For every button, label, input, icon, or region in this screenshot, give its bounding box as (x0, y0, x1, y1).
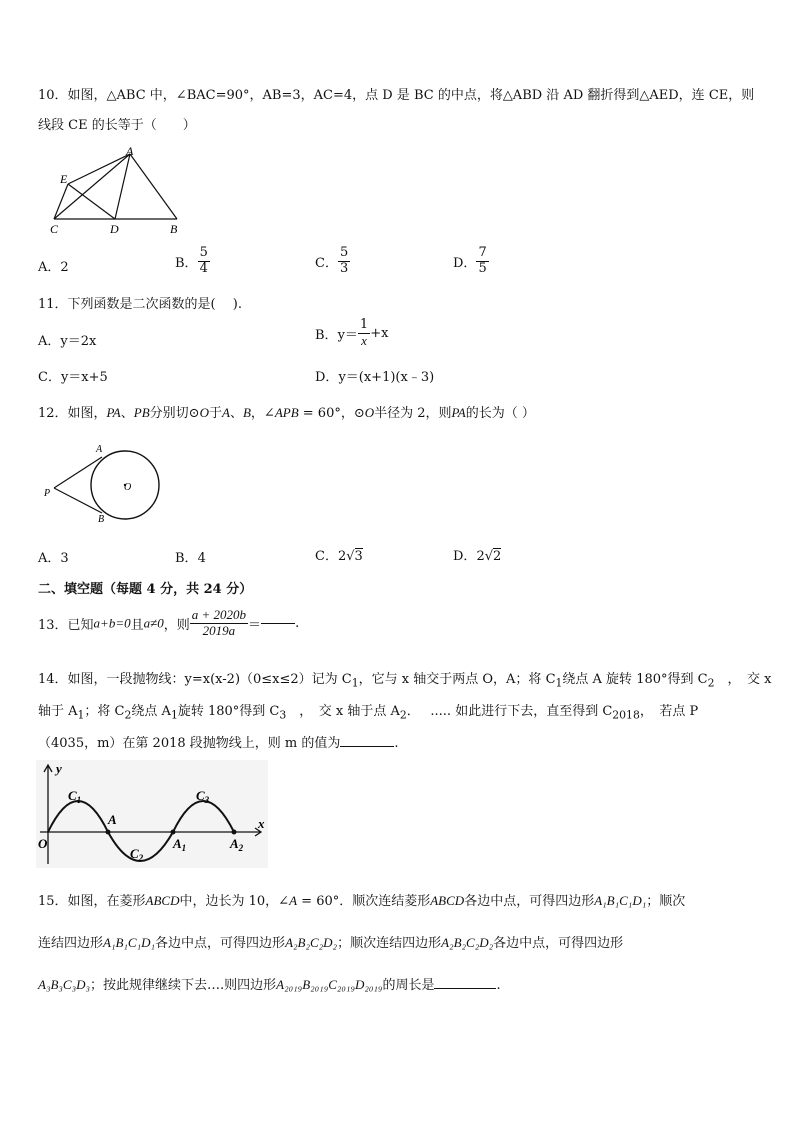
fraction: $\frac{5}{4}$ (199, 245, 208, 276)
answer-blank[interactable] (434, 988, 496, 989)
q10-triangle-figure (42, 144, 192, 239)
q14-label-a1: $A_1$ (173, 836, 187, 853)
q11-line: 11．下列函数是二次函数的是( ). (38, 297, 242, 312)
q10-option-d[interactable]: D． $\frac{7}{5}$ (453, 245, 487, 276)
q10-label-b: B (170, 222, 178, 236)
fraction: $\frac{1}{x}$ (359, 317, 369, 348)
q12-label-b: B (98, 514, 105, 525)
q11-option-b[interactable]: B．y＝ $\frac{1}{x}$ +x (315, 317, 389, 348)
answer-blank[interactable] (340, 746, 394, 747)
q14-label-o: O (38, 836, 48, 851)
q10-label-d: D (110, 222, 119, 236)
q12-label-a: A (96, 444, 103, 455)
q15-line1: 15．如图，在菱形ABCD中，边长为 10，∠A = 60°．顺次连结菱形ABCD各边中点，可得四边形A₁B₁C₁D₁；顺次 (38, 893, 686, 909)
q10-line1: 10．如图，△ABC 中，∠BAC=90°，AB=3，AC=4，点 D 是 BC 的中点，将△ABD 沿 AD 翻折得到△AED，连 CE，则 (38, 88, 755, 103)
q14-label-y: y (56, 761, 62, 776)
q10-label-e: E (60, 172, 68, 186)
q11-option-c[interactable]: C．y＝x+5 (38, 370, 108, 385)
q11-option-d[interactable]: D．y＝(x+1)(x﹣3) (315, 370, 435, 385)
q12-label-p: P (44, 488, 51, 499)
sqrt-icon: √ (346, 549, 355, 564)
q14-label-x: x (258, 816, 265, 831)
fraction: $\frac{7}{5}$ (478, 245, 487, 276)
q12-option-d[interactable]: D．2√2 (453, 549, 502, 564)
answer-blank[interactable] (261, 623, 295, 624)
q15-line2: 连结四边形A₁B₁C₁D₁各边中点，可得四边形A₂B₂C₂D₂；顺次连结四边形A₂B₂C₂D₂各边中点，可得四边形 (38, 935, 624, 951)
q10-option-c[interactable]: C． $\frac{5}{3}$ (315, 245, 349, 276)
section-heading: 二、填空题（每题 4 分，共 24 分） (38, 582, 253, 597)
q14-line2: 轴于 $A_1$；将 $C_2$绕点 $A_1$旋转 180°得到 $C_3$ ， 交 x 轴于点 $A_2$． ..... 如此进行下去，直至得到 $C_{2018}$， 若点 P (38, 704, 699, 722)
q11-option-a[interactable]: A．y＝2x (38, 334, 97, 349)
sqrt-icon: √ (484, 549, 494, 564)
q14-label-c1: $C_1$ (68, 788, 82, 805)
q14-label-c2: $C_2$ (130, 846, 144, 863)
q12-option-a[interactable]: A．3 (38, 551, 69, 566)
q12-option-b[interactable]: B．4 (175, 551, 206, 566)
q12-circle-figure (40, 440, 170, 530)
q10-label-c: C (50, 222, 59, 236)
fraction: $\frac{5}{3}$ (339, 245, 349, 276)
q14-line3: （4035，m）在第 2018 段抛物线上，则 m 的值为 . (38, 736, 399, 751)
q14-line1: 14．如图，一段抛物线：y=x(x-2)（0≤x≤2）记为 $C_1$，它与 x 轴交于两点 O，A；将 $C_1$绕点 A 旋转 180°得到 $C_2$ ， 交 x (38, 672, 772, 690)
q10-label-a: A (126, 144, 134, 158)
q15-line3: A₃B₃C₃D₃；按此规律继续下去….则四边形A₂₀₁₉B₂₀₁₉C₂₀₁₉D₂₀₁₉的周长是 . (38, 977, 501, 993)
q14-parabola-figure (36, 760, 268, 868)
q12-option-c[interactable]: C．2√3 (315, 549, 363, 564)
q12-label-o: O (124, 482, 132, 493)
q10-option-b[interactable]: B． $\frac{5}{4}$ (175, 245, 208, 276)
q10-option-a[interactable]: A．2 (38, 260, 69, 275)
q12-line: 12．如图，PA、PB分别切⊙O于A、B，∠APB = 60°，⊙O半径为 2，则PA的长为（ ） (38, 405, 535, 421)
q14-label-a: A (108, 812, 117, 827)
q13-line: 13．已知a+b=0且a≠0，则 $\frac{a + 2020b}{2019a}$ ＝ . (38, 607, 300, 638)
q10-line2: 线段 CE 的长等于（ ） (38, 118, 196, 133)
q14-label-a2: $A_2$ (230, 836, 244, 853)
q14-label-c3: $C_3$ (196, 788, 210, 805)
fraction: $\frac{a + 2020b}{2019a}$ (191, 607, 247, 638)
